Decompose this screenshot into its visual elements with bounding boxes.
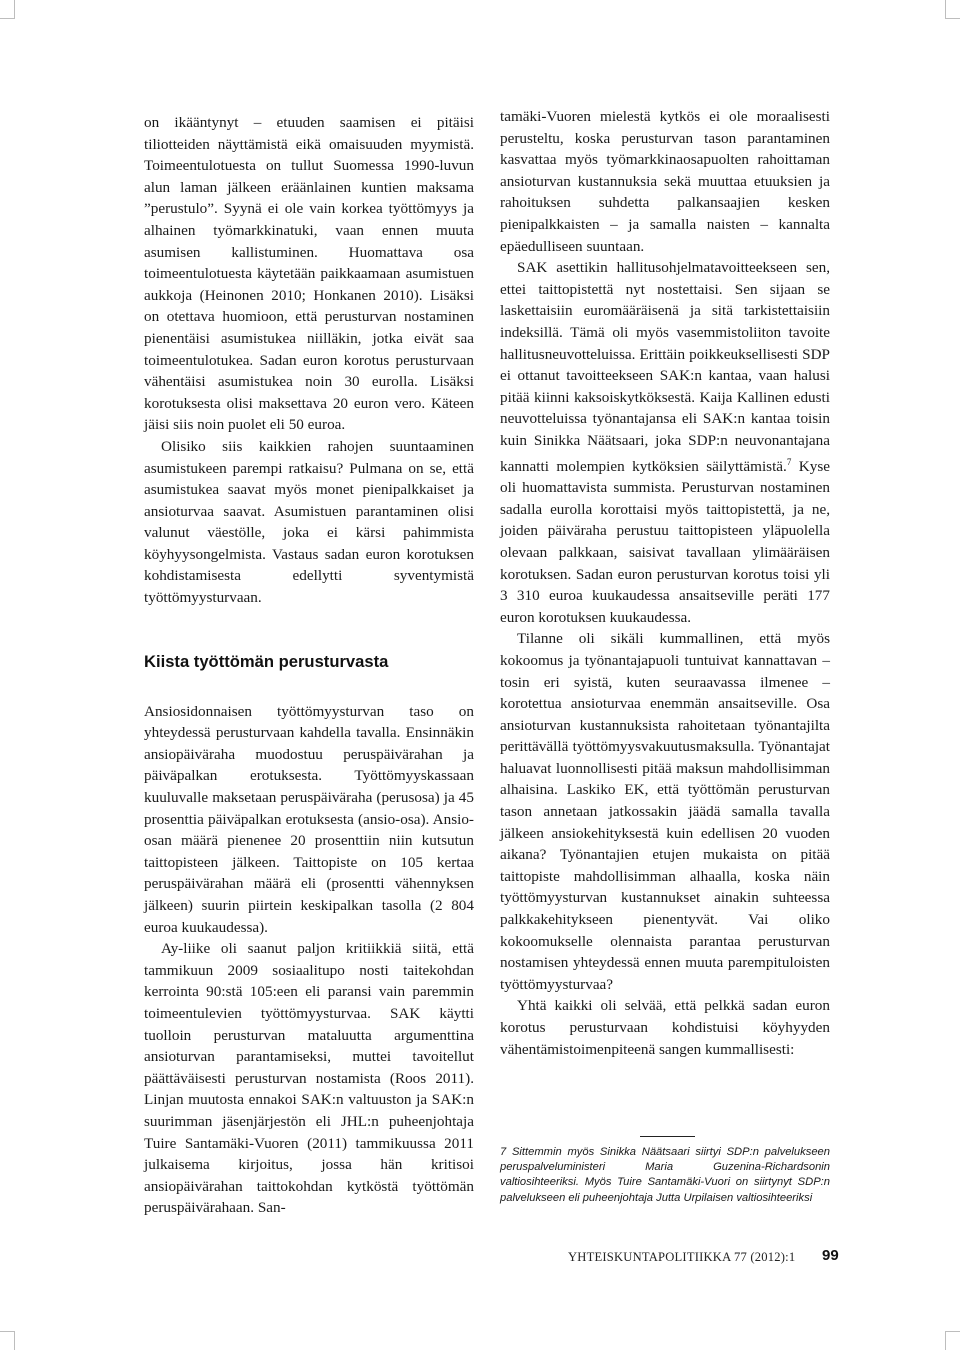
crop-mark-bottom-left — [0, 1331, 15, 1350]
paragraph: tamäki-Vuoren mielestä kytkös ei ole moraalisesti perusteltu, koska perusturvan tason parantaminen kasvattaa myös työmarkkinaosapuolten rahoittaman ansioturvan kustannuksia sekä muuttaa etuuksien ja rahoituksen suhdetta palkansaajien kesken pienipalkkaisten – ja samalla naisten – kannalta epäedulliseen suuntaan. — [500, 108, 830, 255]
journal-footer: YHTEISKUNTAPOLITIIKKA 77 (2012):1 — [568, 1250, 796, 1264]
paragraph: Olisiko siis kaikkien rahojen suuntaaminen asumistukeen parempi ratkaisu? Pulmana on se, että asumistukea saavat myös monet pienipalkkaiset ja ansioturvaa saavat. Asumistuen parantaminen olisi valunut väestölle, joka ei kärsi pahimmista köyhyysongelmista. Vastaus sadan euron korotuksen kohdistamisesta edellytti syventymistä työttömyysturvaan. — [144, 437, 474, 607]
crop-mark-bottom-right — [945, 1331, 960, 1350]
paragraph-text: SAK asettikin hallitusohjelmatavoitteekseen sen, ettei taittopistettä nyt nostettaisi. Sen sijaan se laskettaisiin euromääräisenä ja sitä tarkistettaisiin indeksillä. Tämä oli myös vasemmistoliiton tavoite hallitusneuvotteluissa. Erittäin poikkeuksellisesti SDP ei ottanut tavoitteekseen SAK:n kantaa, vaan halusi pitää kiinni kaksoiskytköksestä. Kaija Kallinen edusti neuvotteluissa työnantajansa eli SAK:n kantaa toisin kuin Sinikka Näätsaari, joka SDP:n neuvonantajana kannatti molempien kytköksien säilyttämistä. — [500, 259, 830, 475]
paragraph: Ansiosidonnaisen työttömyysturvan taso on yhteydessä perusturvaan kahdella tavalla. Ensinnäkin ansiopäiväraha muodostuu peruspäivärahan ja päiväpalkan erotuksesta. Työttömyyskassaan kuuluvalle maksetaan peruspäiväraha (perusosa) ja 45 prosenttia päiväpalkan erotuksesta (ansio-osa). Ansio-osan määrä pienenee 20 prosenttiin niin kutsutun taittopisteen jälkeen. Taittopiste on 105 kertaa peruspäivärahan määrä eli (prosentti vähennyksen jälkeen) suurin piirtein keskipalkan tasolla (2 804 euroa kuukaudessa). — [144, 702, 474, 936]
paragraph-text: Kyse oli huomattavista summista. Perusturvan nostaminen sadalla eurolla korottaisi myös taittopistettä, ja ne, joiden päiväraha perustuu taittopisteen yläpuolella olevaan palkkaan, saisivat tavallaan ylimääräisen korotuksen. Sadan euron perusturvan korotus toisi yli 3 310 euroa kuukaudessa ansaitseville peräti 177 euron korotuksen kuukaudessa. — [500, 457, 830, 626]
paragraph: on ikääntynyt – etuuden saamisen ei pitäisi tiliotteiden näyttämistä eikä omaisuuden myymistä. Toimeentulotuesta on tullut Suomessa 1990-luvun alun laman jälkeen eräänlainen kuntien maksama ”perustulo”. Syynä ei ole vain korkea työttömyys ja alhainen työmarkkinatuki, vaan ennen muuta asumisen kallistuminen. Huomattava osa toimeentulotuesta käytetään paikkaamaan asumistuen aukkoja (Heinonen 2010; Honkanen 2010). Lisäksi on otettava huomioon, että perusturvan nostaminen pienentäisi asumistukea niilläkin, jotka eivät saa toimeentulotukea. Sadan euron korotus perusturvaan vähentäisi asumistukea noin 30 eurolla. Lisäksi korotuksesta olisi maksettava 20 euron vero. Käteen jäisi siis noin puolet eli 50 euroa. — [144, 114, 474, 434]
left-column — [144, 112, 474, 1219]
footnote-divider — [640, 1136, 695, 1137]
crop-mark-top-left — [0, 0, 15, 19]
paragraph: Tilanne oli sikäli kummallinen, että myös kokoomus ja työnantajapuoli tuntuivat kannattavan – tosin eri syistä, kuten seuraavassa ilmenee – korotettua ansioturvaa enemmän ansaitseville. Osa ansioturvan kustannuksista rahoitetaan työnantajilta perittävällä työttömyysvakuutusmaksulla. Työnantajat haluavat luonnollisesti pitää maksun mahdollisimman alhaisina. Laskiko EK, että työttömän perusturvan tason annetaan jatkossakin jäädä samalla tavalla jälkeen ansiokehityksestä kuin edellisen 20 vuoden aikana? Työnantajien etujen mukaista on pitää taittopiste mahdollisimman alhaalla, koska näin työttömyysturvan kustannukset ainakin suhteessa palkkakehitykseen pienentyvät. Vai oliko kokoomukselle olennaista parantaa perusturvan nostamisen yhteydessä ennen muuta parempituloisten työttömyysturvaa? — [500, 630, 830, 993]
footnote: 7 Sittemmin myös Sinikka Näätsaari siirtyi SDP:n palvelukseen peruspalveluministeri Maria Guzenina-Richardsonin valtiosihteeriksi. Myös Tuire Santamäki-Vuori on siirtynyt SDP:n palvelukseen eli puheenjohtaja Jutta Urpilaisen valtiosihteeriksi — [500, 1146, 830, 1204]
paragraph: Yhtä kaikki oli selvää, että pelkkä sadan euron korotus perusturvaan kohdistuisi köyhyyden vähentämistoimenpiteenä sangen kummallisesti: — [500, 997, 830, 1058]
page-number: 99 — [822, 1247, 839, 1264]
paragraph: Ay-liike oli saanut paljon kritiikkiä siitä, että tammikuun 2009 sosiaalitupo nosti taitekohdan kerrointa 90:stä 105:een eli paransi vain paremmin toimeentulevien työttömyysturvaa. SAK käytti tuolloin perusturvan mataluutta argumenttina ansioturvan parantamiseksi, muttei tavoitellut päättäväisesti perusturvan nostamista (Roos 2011). Linjan muutosta ennakoi SAK:n valtuuston ja SAK:n suurimman jäsenjärjestön eli JHL:n puheenjohtaja Tuire Santamäki-Vuoren (2011) tammikuussa 2011 julkaisema kirjoitus, jossa hän kritisoi ansiopäivärahan taittokohdan kytköstä työttömän peruspäivärahaan. San- — [144, 940, 474, 1217]
crop-mark-top-right — [945, 0, 960, 19]
paragraph — [500, 257, 830, 628]
section-heading: Kiista työttömän perusturvasta — [144, 651, 389, 671]
right-column — [500, 106, 830, 1060]
footnote-reference[interactable]: 7 — [786, 456, 792, 467]
